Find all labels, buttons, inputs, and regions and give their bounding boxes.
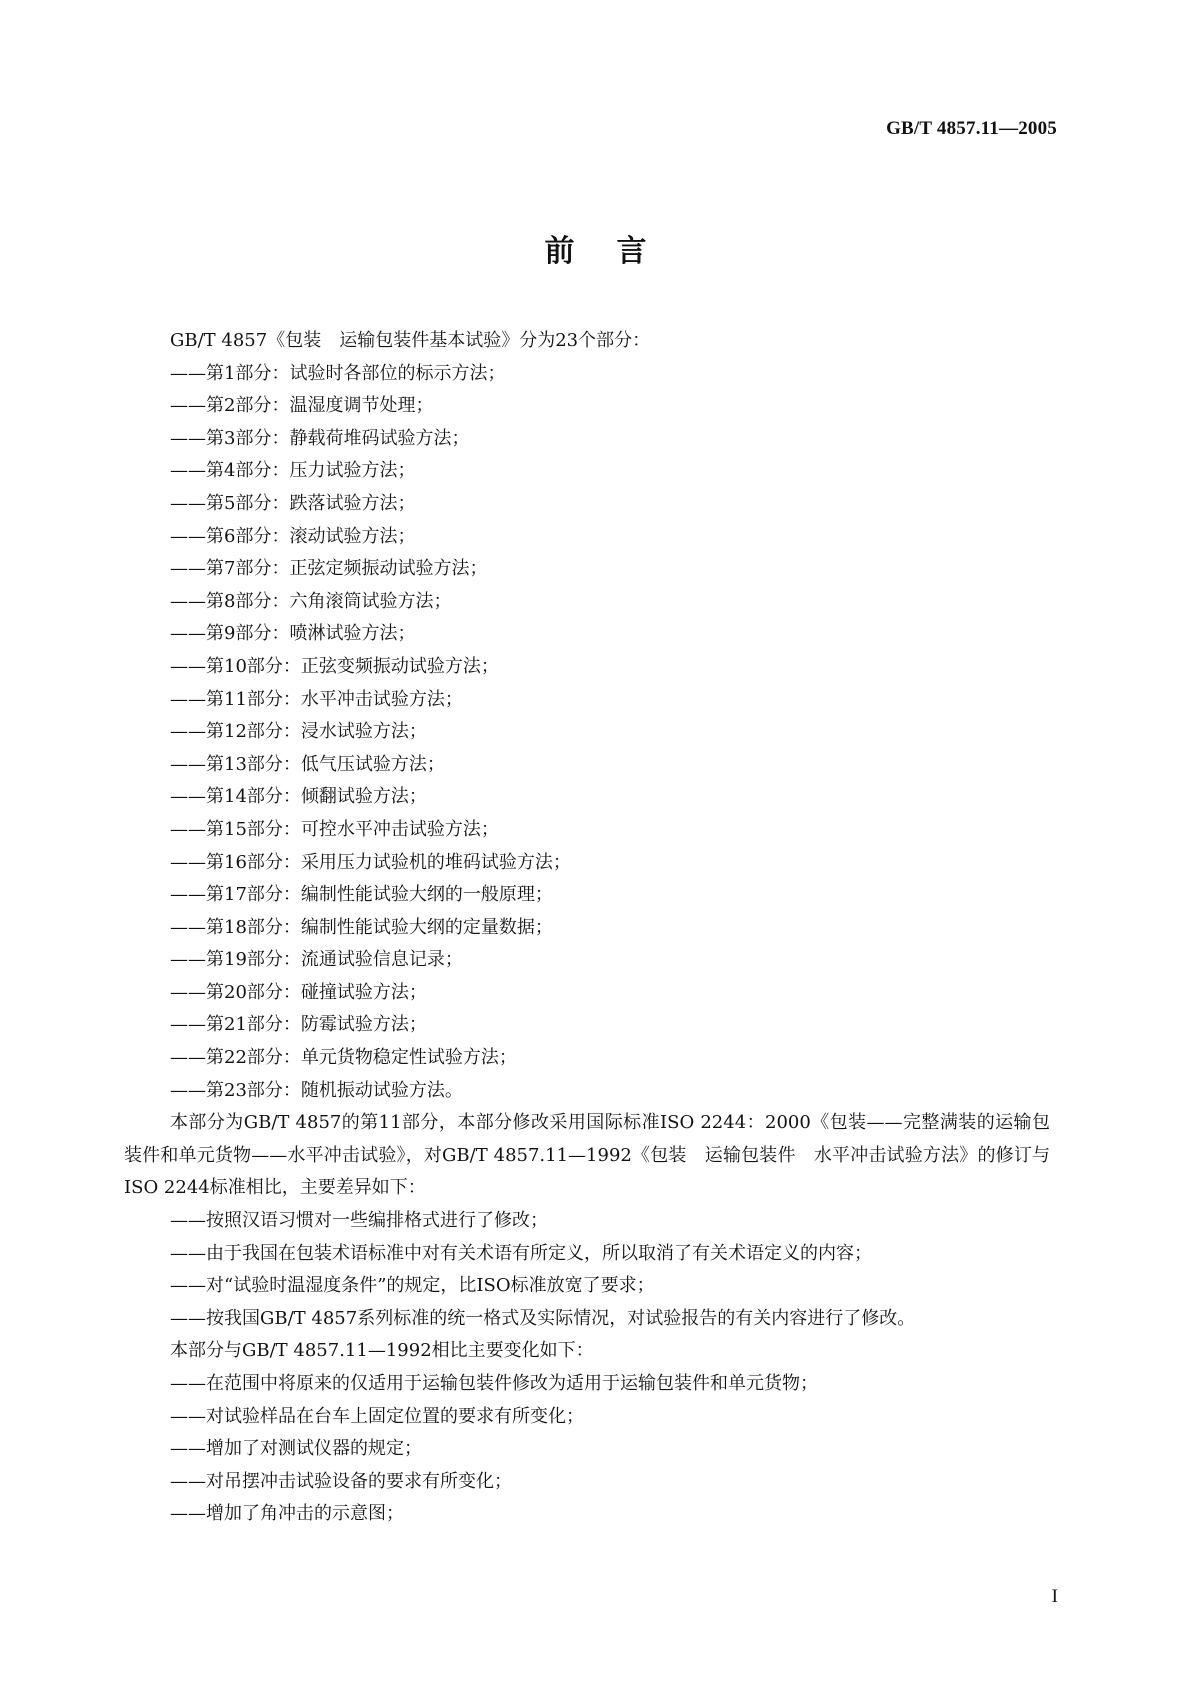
list-item: ——第18部分：编制性能试验大纲的定量数据； xyxy=(170,916,553,938)
list-item: ——第22部分：单元货物稳定性试验方法； xyxy=(170,1047,517,1069)
list-item: ——按照汉语习惯对一些编排格式进行了修改； xyxy=(170,1210,548,1232)
list-item: ——第7部分：正弦定频振动试验方法； xyxy=(170,558,488,580)
foreword-body xyxy=(124,325,1050,1531)
list-item: ——第4部分：压力试验方法； xyxy=(170,460,416,482)
list-item: ——由于我国在包装术语标准中对有关术语有所定义，所以取消了有关术语定义的内容； xyxy=(170,1242,872,1264)
parts-list xyxy=(170,358,1050,1108)
list-item: ——对试验样品在台车上固定位置的要求有所变化； xyxy=(170,1405,584,1427)
list-item: ——第19部分：流通试验信息记录； xyxy=(170,949,463,971)
list-item: ——对“试验时温湿度条件”的规定，比ISO标准放宽了要求； xyxy=(170,1275,655,1297)
list-item: ——第13部分：低气压试验方法； xyxy=(170,753,445,775)
intro-line: GB/T 4857《包装 运输包装件基本试验》分为23个部分： xyxy=(170,330,651,351)
page-number: I xyxy=(1051,1586,1058,1607)
list-item: ——第10部分：正弦变频振动试验方法； xyxy=(170,655,499,677)
list-item: ——第1部分：试验时各部位的标示方法； xyxy=(170,362,506,384)
list-item: ——增加了角冲击的示意图； xyxy=(170,1503,404,1525)
list-item: ——第5部分：跌落试验方法； xyxy=(170,492,416,514)
iso-differences-list xyxy=(170,1205,1050,1335)
standard-code: GB/T 4857.11—2005 xyxy=(886,118,1057,139)
list-item: ——第20部分：碰撞试验方法； xyxy=(170,981,427,1003)
list-item: ——第14部分：倾翻试验方法； xyxy=(170,786,427,808)
list-item: ——第8部分：六角滚筒试验方法； xyxy=(170,590,452,612)
list-item: ——第15部分：可控水平冲击试验方法； xyxy=(170,818,499,840)
list-item: ——第16部分：采用压力试验机的堆码试验方法； xyxy=(170,851,571,873)
list-item: ——第21部分：防霉试验方法； xyxy=(170,1014,427,1036)
changes-list xyxy=(170,1368,1050,1531)
list-item: ——第6部分：滚动试验方法； xyxy=(170,525,416,547)
list-item: ——第11部分：水平冲击试验方法； xyxy=(170,688,463,710)
list-item: ——第9部分：喷淋试验方法； xyxy=(170,623,416,645)
list-item: ——第17部分：编制性能试验大纲的一般原理； xyxy=(170,884,553,906)
list-item: ——第2部分：温湿度调节处理； xyxy=(170,395,434,417)
iso-paragraph: 本部分为GB/T 4857的第11部分，本部分修改采用国际标准ISO 2244：2000《包装——完整满装的运输包装件和单元货物——水平冲击试验》，对GB/T 4857.11—1992《包装 运输包装件 水平冲击试验方法》的修订与ISO 2244标准相比，主要差异如下： xyxy=(124,1112,1050,1199)
list-item: ——对吊摆冲击试验设备的要求有所变化； xyxy=(170,1470,512,1492)
list-item: ——第12部分：浸水试验方法； xyxy=(170,721,427,743)
list-item: ——按我国GB/T 4857系列标准的统一格式及实际情况，对试验报告的有关内容进行了修改。 xyxy=(170,1307,916,1329)
list-item: ——增加了对测试仪器的规定； xyxy=(170,1438,422,1460)
list-item: ——第3部分：静载荷堆码试验方法； xyxy=(170,427,470,449)
list-item: ——在范围中将原来的仅适用于运输包装件修改为适用于运输包装件和单元货物； xyxy=(170,1373,818,1394)
list-item: ——第23部分：随机振动试验方法。 xyxy=(170,1079,463,1101)
page-title: 前言 xyxy=(544,234,689,269)
changes-intro: 本部分与GB/T 4857.11—1992相比主要变化如下： xyxy=(170,1340,594,1362)
